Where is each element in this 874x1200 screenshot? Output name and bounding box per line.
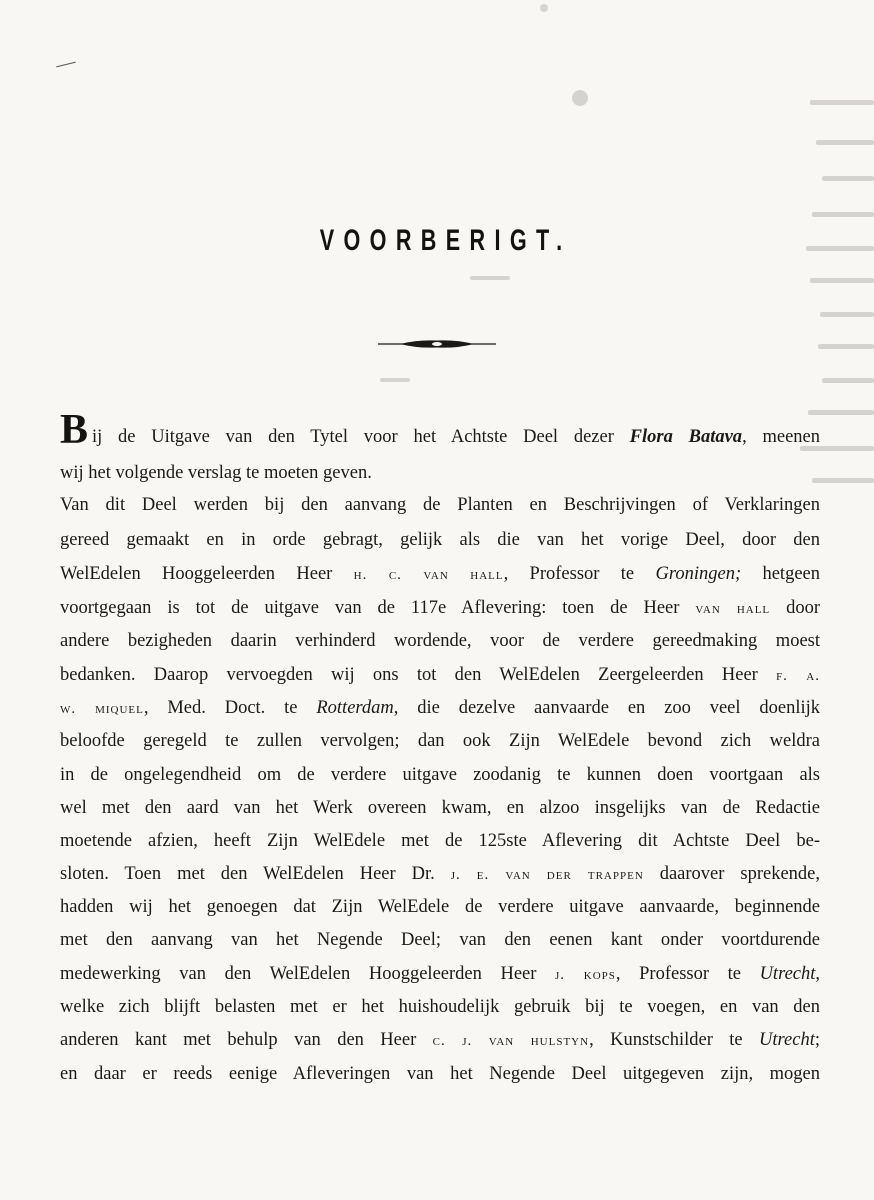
name-smallcaps: w. miquel	[60, 701, 144, 717]
text-run: wij het volgende verslag te moeten geven.	[60, 463, 372, 483]
drop-cap: B	[60, 407, 89, 453]
text-line	[60, 456, 820, 490]
text-run: ,	[815, 964, 821, 984]
text-line	[92, 420, 820, 454]
text-line	[60, 791, 820, 825]
text-run: hetgeen	[741, 564, 820, 584]
name-smallcaps: h. c. van hall	[353, 567, 504, 583]
text-line	[60, 557, 820, 591]
text-run: daarover sprekende,	[643, 864, 820, 884]
text-run: ij de Uitgave van den Tytel voor het Achtste Deel dezer	[92, 427, 630, 447]
text-run: sloten. Toen met den WelEdelen Heer Dr.	[60, 864, 451, 884]
place-italic: Utrecht	[759, 1030, 815, 1050]
text-run: Van dit Deel werden bij den aanvang de Planten en Beschrijvingen of Verklaringen	[60, 495, 820, 515]
text-line	[60, 724, 820, 758]
name-smallcaps: c. j. van hulstyn	[432, 1033, 590, 1049]
text-run: door	[770, 598, 820, 618]
text-run: anderen kant met behulp van den Heer	[60, 1030, 433, 1050]
text-line	[60, 990, 820, 1024]
name-smallcaps: j. e. van der trappen	[450, 867, 644, 883]
text-run: beloofde geregeld te zullen vervolgen; dan ook Zijn WelEdele bevond zich weldra	[60, 731, 820, 751]
place-italic: Flora Batava	[629, 427, 743, 447]
text-run: en daar er reeds eenige Afleveringen van het Negende Deel uitgegeven zijn, mogen	[60, 1064, 820, 1084]
text-run: andere bezigheden daarin verhinderd wordende, voor de verdere gereedmaking moest	[60, 631, 820, 651]
text-run: in de ongelegendheid om de verdere uitgave zoodanig te kunnen doen voortgaan als	[60, 765, 820, 785]
place-italic: Groningen;	[655, 564, 742, 584]
text-run: voortgegaan is tot de uitgave van de 117e Aflevering: toen de Heer	[60, 598, 696, 618]
place-italic: Utrecht	[759, 964, 816, 984]
page-title: VOORBERIGT.	[319, 224, 572, 257]
text-run: gereed gemaakt en in orde gebragt, gelijk als die van het vorige Deel, door den	[60, 530, 820, 550]
text-run: medewerking van den WelEdelen Hooggeleerden Heer	[60, 964, 556, 984]
text-line	[60, 591, 820, 625]
text-line	[60, 758, 820, 792]
text-run: bedanken. Daarop vervoegden wij ons tot den WelEdelen Zeergeleerden Heer	[60, 665, 777, 685]
text-line	[60, 1057, 820, 1091]
text-run: , die dezelve aanvaarde en zoo veel doenlijk	[393, 698, 820, 718]
text-line	[60, 523, 820, 557]
text-line	[60, 624, 820, 658]
text-run: moetende afzien, heeft Zijn WelEdele met de 125ste Aflevering dit Achtste Deel be-	[60, 831, 820, 851]
text-line	[60, 488, 820, 522]
text-line	[60, 1023, 820, 1057]
name-smallcaps: f. a.	[776, 668, 820, 684]
text-run: , meenen	[742, 427, 820, 447]
text-line	[60, 957, 820, 991]
text-line	[60, 658, 820, 692]
ornament-rule-icon	[378, 338, 496, 350]
text-run: , Professor te	[503, 564, 656, 584]
text-run: WelEdelen Hooggeleerden Heer	[60, 564, 354, 584]
text-line	[60, 857, 820, 891]
text-line	[60, 923, 820, 957]
text-run: welke zich blijft belasten met er het huishoudelijk gebruik bij te voegen, en van den	[60, 997, 820, 1017]
name-smallcaps: j. kops	[555, 967, 616, 983]
text-line	[60, 824, 820, 858]
text-run: hadden wij het genoegen dat Zijn WelEdele de verdere uitgave aanvaarde, beginnende	[60, 897, 820, 917]
text-line	[60, 691, 820, 725]
text-run: met den aanvang van het Negende Deel; van den eenen kant onder voortdurende	[60, 930, 820, 950]
text-line	[60, 890, 820, 924]
text-run: , Kunstschilder te	[589, 1030, 760, 1050]
place-italic: Rotterdam	[316, 698, 394, 718]
name-smallcaps: van hall	[695, 601, 771, 617]
text-run: wel met den aard van het Werk overeen kwam, en alzoo insgelijks van de Redactie	[60, 798, 820, 818]
text-run: , Professor te	[615, 964, 760, 984]
text-run: , Med. Doct. te	[143, 698, 317, 718]
text-run: ;	[814, 1030, 820, 1050]
